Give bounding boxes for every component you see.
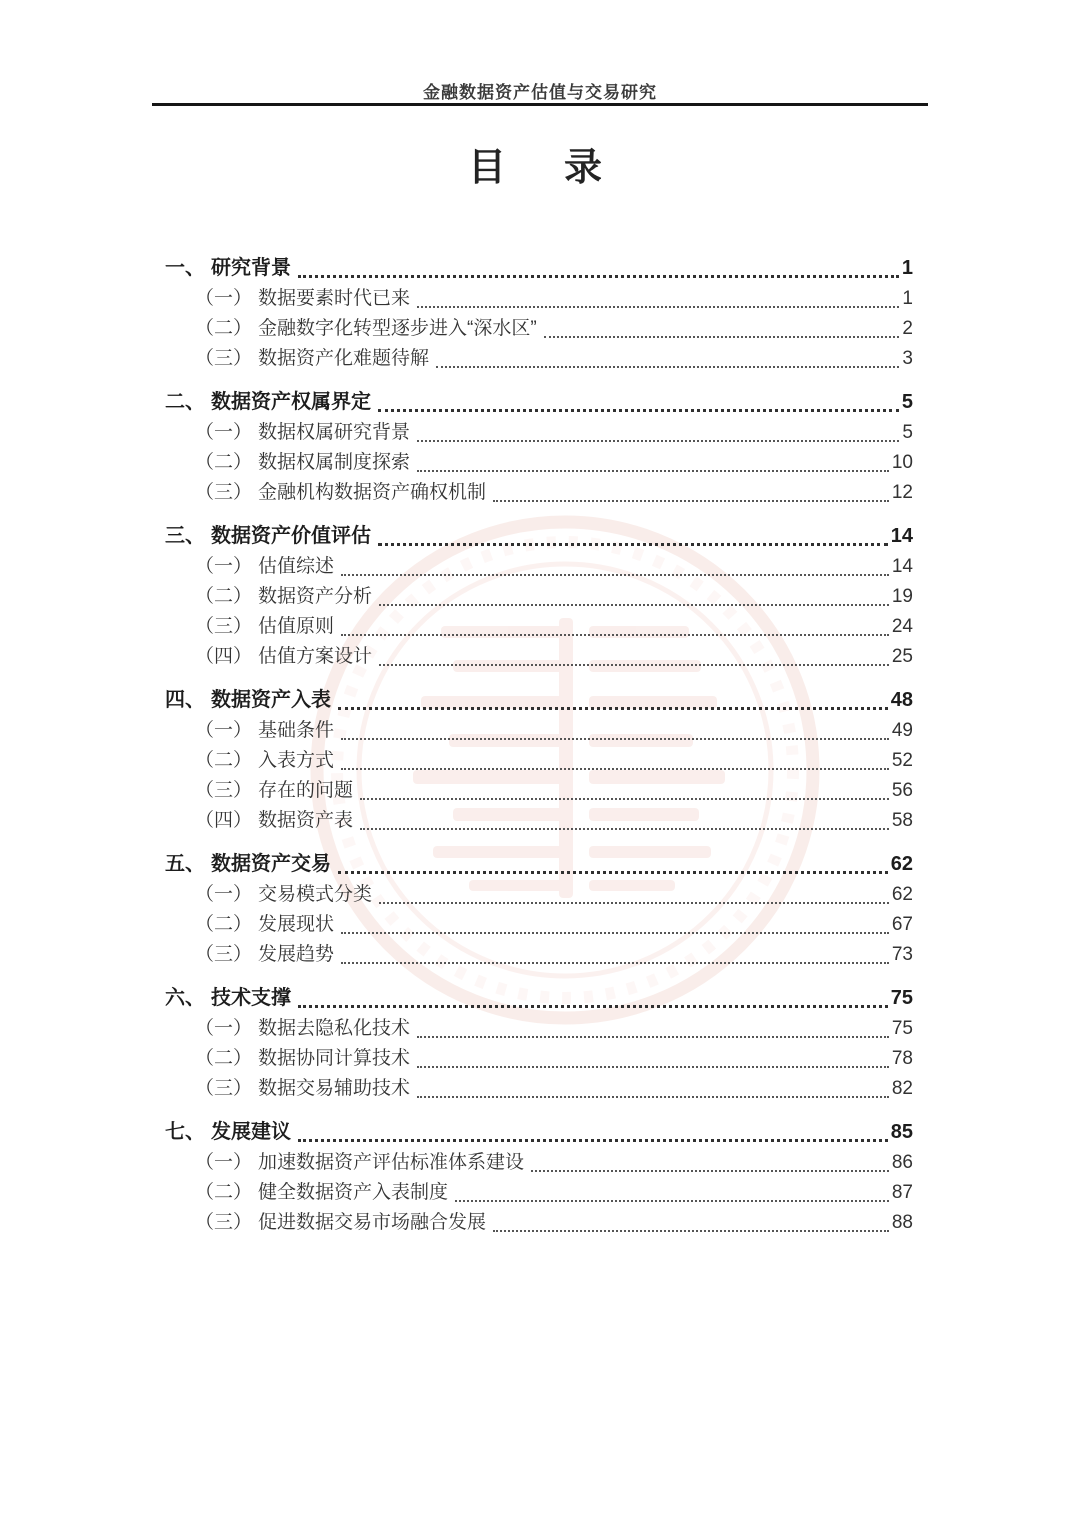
leader-dots [417, 1066, 889, 1068]
toc-entry-page: 67 [891, 914, 913, 935]
toc-entry-label: 数据资产化难题待解 [258, 348, 430, 369]
toc-entry-label: 加速数据资产评估标准体系建设 [258, 1152, 525, 1173]
toc-entry-page: 75 [890, 987, 913, 1009]
toc-entry-number: （三） [195, 944, 253, 965]
leader-dots [338, 707, 888, 710]
toc-entry-number: （三） [195, 482, 253, 503]
toc-entry-page: 14 [890, 525, 913, 547]
leader-dots [417, 470, 889, 472]
toc-item [165, 746, 913, 776]
leader-dots [341, 768, 889, 770]
toc-entry-label: 数据资产表 [258, 810, 354, 831]
toc-entry-page: 73 [891, 944, 913, 965]
toc-entry-page: 12 [891, 482, 913, 503]
toc-entry-label: 估值方案设计 [258, 646, 373, 667]
leader-dots [341, 574, 889, 576]
toc-entry-page: 88 [891, 1212, 913, 1233]
toc-item [165, 910, 913, 940]
toc-entry-page: 25 [891, 646, 913, 667]
toc-entry-label: 数据交易辅助技术 [258, 1078, 411, 1099]
toc-entry-page: 82 [891, 1078, 913, 1099]
toc-entry-number: （三） [195, 616, 253, 637]
toc-entry-number: （二） [195, 586, 253, 607]
toc-section [165, 514, 913, 672]
toc-item [165, 582, 913, 612]
toc-entry-label: 估值原则 [258, 616, 335, 637]
toc-entry-number: （一） [195, 1018, 253, 1039]
toc-item [165, 642, 913, 672]
table-of-contents [165, 246, 913, 1244]
toc-entry-page: 14 [891, 556, 913, 577]
toc-entry-page: 75 [891, 1018, 913, 1039]
toc-entry-number: （二） [195, 452, 253, 473]
leader-dots [379, 604, 889, 606]
leader-dots [379, 902, 889, 904]
toc-section [165, 380, 913, 508]
toc-entry-page: 78 [891, 1048, 913, 1069]
toc-item [165, 806, 913, 836]
toc-entry-number: （一） [195, 720, 253, 741]
toc-item [165, 612, 913, 642]
toc-item [165, 314, 913, 344]
header-rule [152, 103, 928, 106]
toc-entry-label: 数据资产交易 [211, 853, 331, 875]
toc-section [165, 678, 913, 836]
toc-entry-label: 发展趋势 [258, 944, 335, 965]
toc-entry-page: 52 [891, 750, 913, 771]
toc-entry-number: 五、 [165, 853, 205, 875]
toc-entry-number: 七、 [165, 1121, 205, 1143]
running-header: 金融数据资产估值与交易研究 [423, 83, 657, 102]
toc-item [165, 1014, 913, 1044]
toc-entry-page: 24 [891, 616, 913, 637]
toc-entry-page: 5 [901, 391, 913, 413]
leader-dots [298, 275, 899, 278]
toc-section [165, 842, 913, 970]
toc-entry-number: 二、 [165, 391, 205, 413]
toc-section-heading [165, 678, 913, 716]
toc-entry-label: 金融数字化转型逐步进入“深水区” [258, 318, 537, 339]
toc-entry-number: （四） [195, 810, 253, 831]
toc-entry-page: 62 [891, 884, 913, 905]
toc-item [165, 940, 913, 970]
toc-entry-number: （二） [195, 1048, 253, 1069]
toc-entry-page: 87 [891, 1182, 913, 1203]
leader-dots [341, 634, 889, 636]
toc-entry-page: 86 [891, 1152, 913, 1173]
leader-dots [493, 500, 889, 502]
toc-entry-number: （四） [195, 646, 253, 667]
toc-entry-page: 48 [890, 689, 913, 711]
toc-entry-label: 数据权属制度探索 [258, 452, 411, 473]
toc-entry-page: 1 [901, 257, 913, 279]
toc-entry-label: 数据要素时代已来 [258, 288, 411, 309]
toc-entry-label: 存在的问题 [258, 780, 354, 801]
leader-dots [417, 440, 899, 442]
toc-entry-label: 数据资产分析 [258, 586, 373, 607]
toc-entry-number: （三） [195, 348, 253, 369]
toc-entry-page: 3 [902, 348, 913, 369]
toc-section [165, 246, 913, 374]
toc-entry-page: 58 [891, 810, 913, 831]
toc-item [165, 1208, 913, 1238]
toc-item [165, 1148, 913, 1178]
toc-entry-label: 技术支撑 [211, 987, 291, 1009]
toc-entry-label: 数据权属研究背景 [258, 422, 411, 443]
toc-entry-page: 62 [890, 853, 913, 875]
leader-dots [378, 543, 888, 546]
toc-entry-page: 85 [890, 1121, 913, 1143]
toc-entry-page: 5 [902, 422, 913, 443]
toc-section-heading [165, 976, 913, 1014]
toc-item [165, 284, 913, 314]
toc-item [165, 418, 913, 448]
toc-section-heading [165, 514, 913, 552]
toc-entry-number: （一） [195, 422, 253, 443]
leader-dots [436, 366, 899, 368]
leader-dots [417, 1036, 889, 1038]
toc-section [165, 976, 913, 1104]
toc-entry-page: 49 [891, 720, 913, 741]
page-title: 目 录 [467, 147, 612, 189]
leader-dots [493, 1230, 889, 1232]
leader-dots [378, 409, 899, 412]
toc-entry-number: （三） [195, 1078, 253, 1099]
toc-item [165, 716, 913, 746]
toc-section-heading [165, 842, 913, 880]
toc-entry-label: 交易模式分类 [258, 884, 373, 905]
leader-dots [298, 1005, 888, 1008]
toc-section-heading [165, 246, 913, 284]
toc-entry-number: （三） [195, 780, 253, 801]
toc-item [165, 344, 913, 374]
toc-entry-page: 2 [902, 318, 913, 339]
toc-entry-number: 三、 [165, 525, 205, 547]
toc-entry-page: 19 [891, 586, 913, 607]
leader-dots [360, 798, 889, 800]
toc-entry-number: 六、 [165, 987, 205, 1009]
leader-dots [455, 1200, 889, 1202]
leader-dots [341, 738, 889, 740]
toc-item [165, 478, 913, 508]
toc-section-heading [165, 380, 913, 418]
toc-entry-label: 入表方式 [258, 750, 335, 771]
toc-entry-label: 数据资产权属界定 [211, 391, 371, 413]
toc-entry-number: 四、 [165, 689, 205, 711]
toc-entry-number: （一） [195, 884, 253, 905]
leader-dots [417, 306, 899, 308]
toc-entry-number: （二） [195, 750, 253, 771]
toc-item [165, 1178, 913, 1208]
toc-section-heading [165, 1110, 913, 1148]
leader-dots [417, 1096, 889, 1098]
leader-dots [379, 664, 889, 666]
leader-dots [544, 336, 900, 338]
toc-entry-number: （二） [195, 318, 253, 339]
toc-entry-label: 数据资产入表 [211, 689, 331, 711]
toc-entry-label: 促进数据交易市场融合发展 [258, 1212, 487, 1233]
toc-entry-label: 估值综述 [258, 556, 335, 577]
toc-entry-page: 1 [902, 288, 913, 309]
toc-entry-label: 研究背景 [211, 257, 291, 279]
toc-item [165, 776, 913, 806]
toc-entry-label: 数据资产价值评估 [211, 525, 371, 547]
toc-item [165, 552, 913, 582]
toc-entry-number: （一） [195, 1152, 253, 1173]
leader-dots [531, 1170, 889, 1172]
leader-dots [360, 828, 889, 830]
toc-item [165, 1044, 913, 1074]
toc-entry-label: 健全数据资产入表制度 [258, 1182, 449, 1203]
toc-entry-number: （一） [195, 556, 253, 577]
leader-dots [338, 871, 888, 874]
leader-dots [298, 1139, 888, 1142]
toc-entry-number: 一、 [165, 257, 205, 279]
toc-entry-label: 数据协同计算技术 [258, 1048, 411, 1069]
toc-section [165, 1110, 913, 1238]
toc-item [165, 1074, 913, 1104]
leader-dots [341, 932, 889, 934]
toc-entry-page: 10 [891, 452, 913, 473]
toc-entry-label: 数据去隐私化技术 [258, 1018, 411, 1039]
toc-entry-number: （二） [195, 1182, 253, 1203]
toc-entry-label: 基础条件 [258, 720, 335, 741]
toc-item [165, 880, 913, 910]
toc-entry-number: （三） [195, 1212, 253, 1233]
leader-dots [341, 962, 889, 964]
toc-entry-label: 金融机构数据资产确权机制 [258, 482, 487, 503]
toc-item [165, 448, 913, 478]
toc-entry-number: （一） [195, 288, 253, 309]
toc-entry-number: （二） [195, 914, 253, 935]
toc-entry-label: 发展现状 [258, 914, 335, 935]
toc-entry-page: 56 [891, 780, 913, 801]
toc-entry-label: 发展建议 [211, 1121, 291, 1143]
